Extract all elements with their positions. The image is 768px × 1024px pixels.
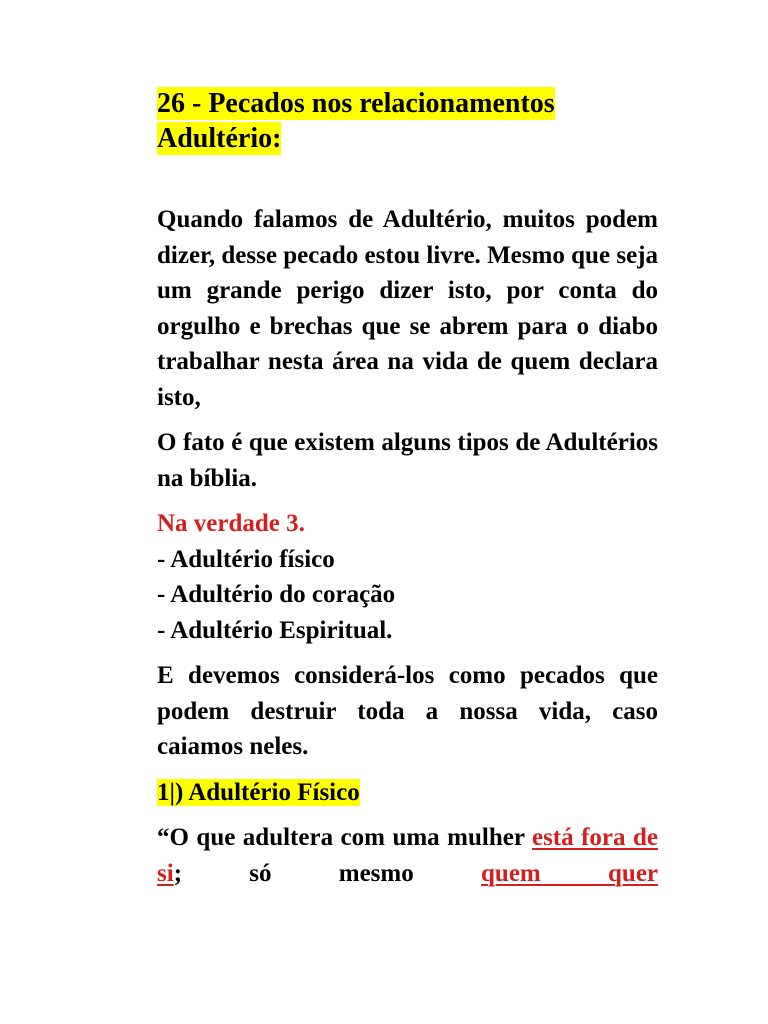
- page-title: [157, 86, 658, 156]
- title-line-2: Adultério:: [157, 123, 282, 154]
- section-heading: [157, 775, 658, 811]
- section-heading-text: 1|) Adultério Físico: [157, 778, 360, 806]
- paragraph-intro: Quando falamos de Adultério, muitos podem dizer, desse pecado estou livre. Mesmo que seja um grande perigo dizer isto, por conta do orgulho e brechas que se abrem para o diabo trabalhar nesta área na vida de quem declara isto,: [157, 206, 658, 411]
- quote-text-1: “O que adultera com uma mulher: [157, 824, 532, 851]
- list-item: - Adultério do coração: [157, 581, 396, 608]
- list-item: - Adultério físico: [157, 545, 335, 573]
- quote-text-2: ; só mesmo: [173, 859, 482, 887]
- title-line-1: 26 - Pecados nos relacionamentos: [157, 88, 555, 119]
- types-count-red: Na verdade 3.: [157, 510, 305, 537]
- paragraph-types: O fato é que existem alguns tipos de Adultérios na bíblia.: [157, 429, 658, 492]
- document-page: [157, 86, 658, 891]
- types-list: [157, 542, 658, 649]
- types-block: [157, 506, 658, 648]
- quote-red-underlined-1: está fora de si: [157, 824, 658, 887]
- list-item: - Adultério Espiritual.: [157, 616, 393, 644]
- quote-paragraph: [157, 820, 658, 891]
- paragraph-consider: E devemos considerá-los como pecados que podem destruir toda a nossa vida, caso caiamos neles.: [157, 662, 658, 760]
- quote-red-underlined-2: quem quer: [481, 859, 659, 887]
